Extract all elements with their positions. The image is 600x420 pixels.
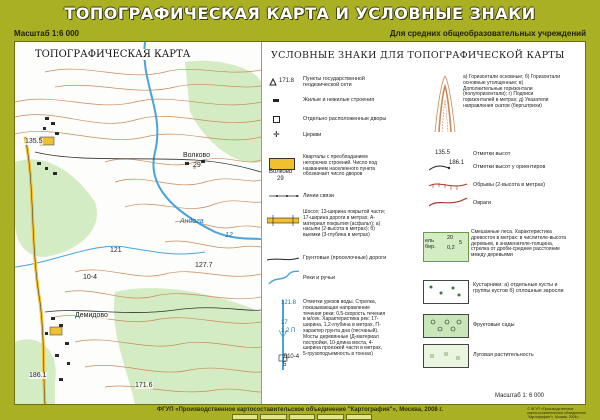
legend-geodetic: Пункты государственной геодезической сети [303, 76, 365, 89]
publisher-logos [232, 414, 372, 420]
bridge-code: Д10-4 [283, 354, 300, 360]
highway-icon [267, 214, 299, 228]
copyright-block [527, 407, 586, 419]
village-label: Волково [183, 152, 211, 159]
block-count: 29 [277, 176, 284, 182]
forest-label: ель бер. [425, 238, 436, 250]
village-label: Демидово [75, 312, 108, 319]
river-width-value: 17 [281, 320, 288, 326]
legend-lines: Линии связи [303, 193, 334, 199]
river-depth-value: 1,2 П [281, 328, 296, 334]
geodetic-value: 171.8 [279, 78, 295, 84]
block-name: Волково [269, 169, 293, 175]
elevation-label: 127.7 [195, 262, 213, 269]
dirt-road-icon [267, 255, 299, 263]
elevation-label: 135.5 [25, 138, 43, 145]
legend-panel [263, 42, 585, 404]
forest-area [185, 61, 261, 163]
legend-mixed-forest: Смешанные леса. Характеристика древостоя в метрах: в числителе-высота деревьев, в знаменателе-толщина, стрелка от дроби-среднее расстояние между деревьями [471, 229, 567, 259]
comm-line-icon [269, 192, 299, 200]
poster-title: ТОПОГРАФИЧЕСКАЯ КАРТА И УСЛОВНЫЕ ЗНАКИ [64, 4, 536, 23]
forest-code-label: 10-4 [83, 274, 98, 281]
publisher-text: ФГУП «Производственное картосоставительское объединение "Картография"», Москва, 2008 г. [157, 407, 443, 413]
subtitle-bar [14, 29, 586, 39]
legend-orchards: Фруктовые сады [473, 322, 515, 328]
legend-yards: Отдельно расположенные дворы [303, 116, 387, 122]
legend-scale: Масштаб 1: 6 000 [495, 393, 545, 399]
legend-highways: Шоссе; 13-ширина покрытой части; 17-ширина дороги в метрах; А-материал покрытия (асфальт); а) насыпи (2-высота в метрах); б) выемки (3-глубина в метрах) [303, 209, 386, 239]
river-width-label: 12 [225, 232, 233, 239]
landmark-height-value: 186.1 [449, 160, 465, 166]
river-icon [267, 270, 299, 286]
legend-blocks: Кварталы с преобладанием негорючих строений. Число под названием населенного пункта обозначает число дворов [303, 154, 378, 178]
scale-label: Масштаб 1:6 000 [14, 29, 79, 38]
orchard-icon [425, 316, 465, 334]
footer [0, 406, 600, 420]
audience-label: Для средних общеобразовательных учреждений [389, 29, 586, 38]
church-icon: ✛ [273, 130, 280, 139]
legend-cliffs: Обрывы (2-высота в метрах) [473, 182, 546, 188]
copyright-line: "Картография"», Москва, 2008 г. [527, 415, 580, 419]
forest-spacing: 5 [459, 240, 463, 246]
legend-water-marks: Отметки урезов воды. Стрелка, показывающая направление течения реки; 0,5-скорость течения в м/сек. Характеристика рек: 17-ширина, 1,2-глубина в метрах, П-характер грунта дна (песчаный). Мосты деревянные (Д-материал постройки, 10-длина моста, 4-ширина проезжей части в метрах, 5-грузоподъемность в тоннах) [303, 299, 386, 358]
map-drawing [15, 42, 261, 404]
cliff-icon [429, 178, 469, 192]
contour-icon [429, 72, 461, 134]
legend-churches: Церкви [303, 132, 322, 138]
river-name-label: Андога [180, 218, 204, 225]
forest-thickness: 0,2 [447, 245, 455, 251]
village-count: 29 [193, 162, 201, 169]
legend-horizontals: а) Горизонтали основные; б) Горизонтали основные утолщенные; в) Дополнительные горизонтали (полугоризонтали); г) Подписи горизонталей в метрах; д) Указатели направления скатов (бергштрихи) [463, 74, 560, 109]
forest-height: 20 [447, 235, 454, 241]
meadow-icon [425, 346, 465, 364]
legend-meadow: Луговая растительность [473, 352, 534, 358]
elevation-label: 121 [110, 247, 122, 254]
legend-residential: Жилые и нежилые строения [303, 97, 375, 103]
triangle-icon [269, 78, 277, 86]
legend-title: УСЛОВНЫЕ ЗНАКИ ДЛЯ ТОПОГРАФИЧЕСКОЙ КАРТЫ [271, 50, 565, 61]
legend-shrubs: Кустарники: а) отдельные кусты и группы кустов б) сплошные заросли [473, 282, 564, 295]
spot-height-value: 135.5 [435, 150, 451, 156]
legend-landmark-heights: Отметки высот у ориентиров [473, 164, 546, 170]
yard-icon [273, 116, 280, 123]
shrub-icon [425, 282, 465, 300]
topographic-map [15, 42, 262, 404]
ravine-icon [429, 194, 469, 210]
elevation-label: 171.6 [135, 382, 153, 389]
copyright-line: © ФГУП «Производственное [527, 407, 574, 411]
map-title: ТОПОГРАФИЧЕСКАЯ КАРТА [35, 49, 191, 60]
building-icon [273, 99, 279, 102]
legend-ravines: Овраги [473, 200, 492, 206]
legend-rivers: Реки и ручьи [303, 275, 335, 281]
content-panel [14, 41, 586, 405]
water-level-value: 121.8 [281, 300, 297, 306]
copyright-line: картосоставительское объединение [527, 411, 586, 415]
legend-spot-heights: Отметки высот [473, 151, 511, 157]
legend-dirt-roads: Грунтовые (проселочные) дороги [303, 255, 387, 261]
bridge-capacity: 5 [283, 362, 287, 368]
elevation-label: 186.1 [29, 372, 47, 379]
